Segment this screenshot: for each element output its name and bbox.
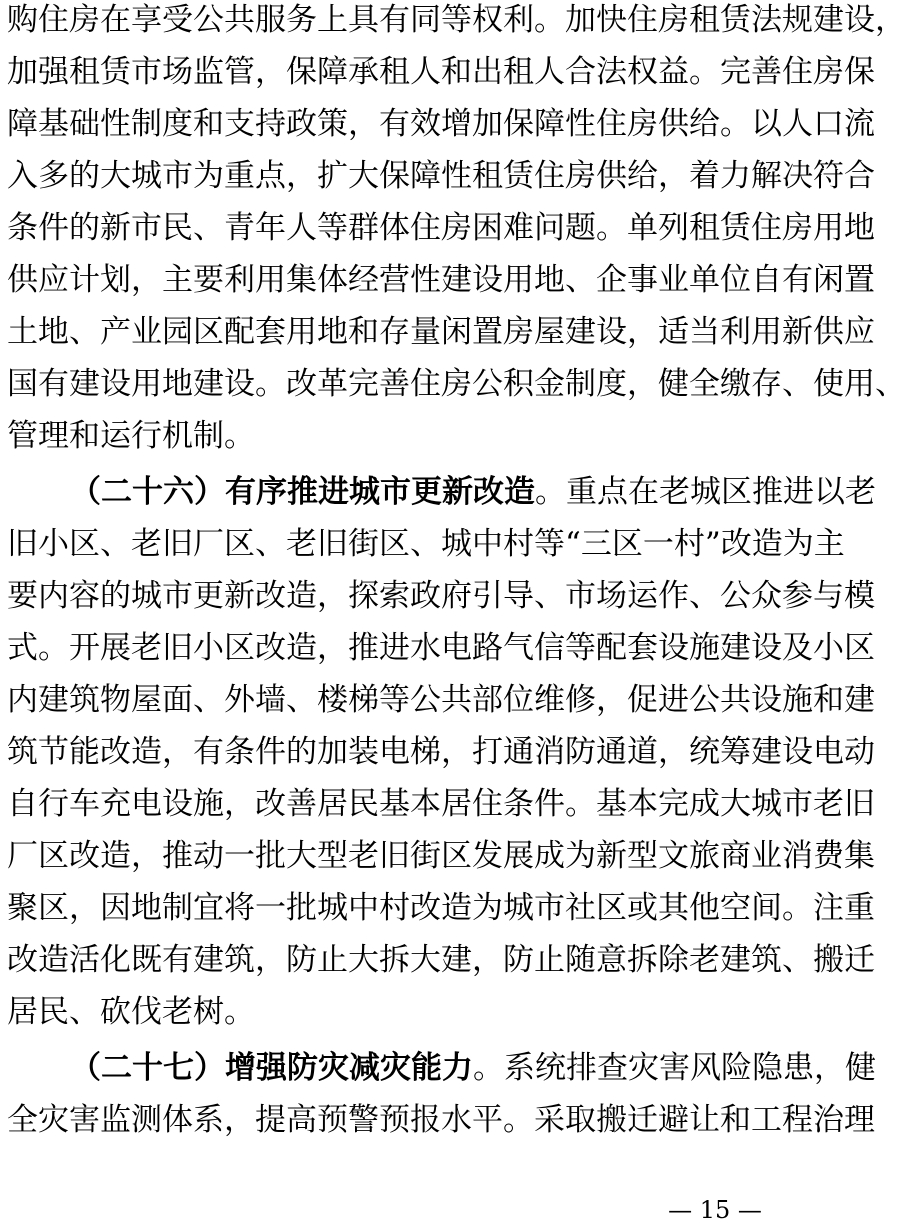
- body-line: 式。开展老旧小区改造，推进水电路气信等配套设施建设及小区: [7, 630, 875, 666]
- page-number: — 15 —: [668, 1196, 762, 1224]
- body-line: 旧小区、老旧厂区、老旧街区、城中村等“三区一村”改造为主: [7, 526, 845, 562]
- section-27-heading: （二十七）增强防灾减灾能力: [70, 1050, 473, 1086]
- body-line: 自行车充电设施，改善居民基本居住条件。基本完成大城市老旧: [7, 786, 875, 822]
- body-line: 聚区，因地制宜将一批城中村改造为城市社区或其他空间。注重: [7, 890, 875, 926]
- section-26-first-line: [70, 472, 876, 512]
- body-line: 国有建设用地建设。改革完善住房公积金制度，健全缴存、使用、: [7, 366, 906, 402]
- body-line: 障基础性制度和支持政策，有效增加保障性住房供给。以人口流: [7, 106, 875, 142]
- body-line: 内建筑物屋面、外墙、楼梯等公共部位维修，促进公共设施和建: [7, 682, 875, 718]
- body-line: 厂区改造，推动一批大型老旧街区发展成为新型文旅商业消费集: [7, 838, 875, 874]
- body-line: 居民、砍伐老树。: [7, 994, 255, 1030]
- body-line: 供应计划，主要利用集体经营性建设用地、企事业单位自有闲置: [7, 262, 875, 298]
- body-line: 入多的大城市为重点，扩大保障性租赁住房供给，着力解决符合: [7, 158, 875, 194]
- body-line: 土地、产业园区配套用地和存量闲置房屋建设，适当利用新供应: [7, 314, 875, 350]
- body-line: 购住房在享受公共服务上具有同等权利。加快住房租赁法规建设，: [7, 2, 906, 38]
- section-27-text: 。系统排查灾害风险隐患，健: [473, 1050, 876, 1086]
- body-line: 条件的新市民、青年人等群体住房困难问题。单列租赁住房用地: [7, 210, 875, 246]
- body-line: 要内容的城市更新改造，探索政府引导、市场运作、公众参与模: [7, 578, 875, 614]
- body-line: 全灾害监测体系，提高预警预报水平。采取搬迁避让和工程治理: [7, 1102, 875, 1138]
- body-line: 管理和运行机制。: [7, 418, 255, 454]
- body-line: 加强租赁市场监管，保障承租人和出租人合法权益。完善住房保: [7, 54, 875, 90]
- body-line: 筑节能改造，有条件的加装电梯，打通消防通道，统筹建设电动: [7, 734, 875, 770]
- body-line: 改造活化既有建筑，防止大拆大建，防止随意拆除老建筑、搬迁: [7, 942, 875, 978]
- section-26-heading: （二十六）有序推进城市更新改造: [70, 474, 535, 510]
- section-26-text: 。重点在老城区推进以老: [535, 474, 876, 510]
- section-27-first-line: [70, 1048, 876, 1088]
